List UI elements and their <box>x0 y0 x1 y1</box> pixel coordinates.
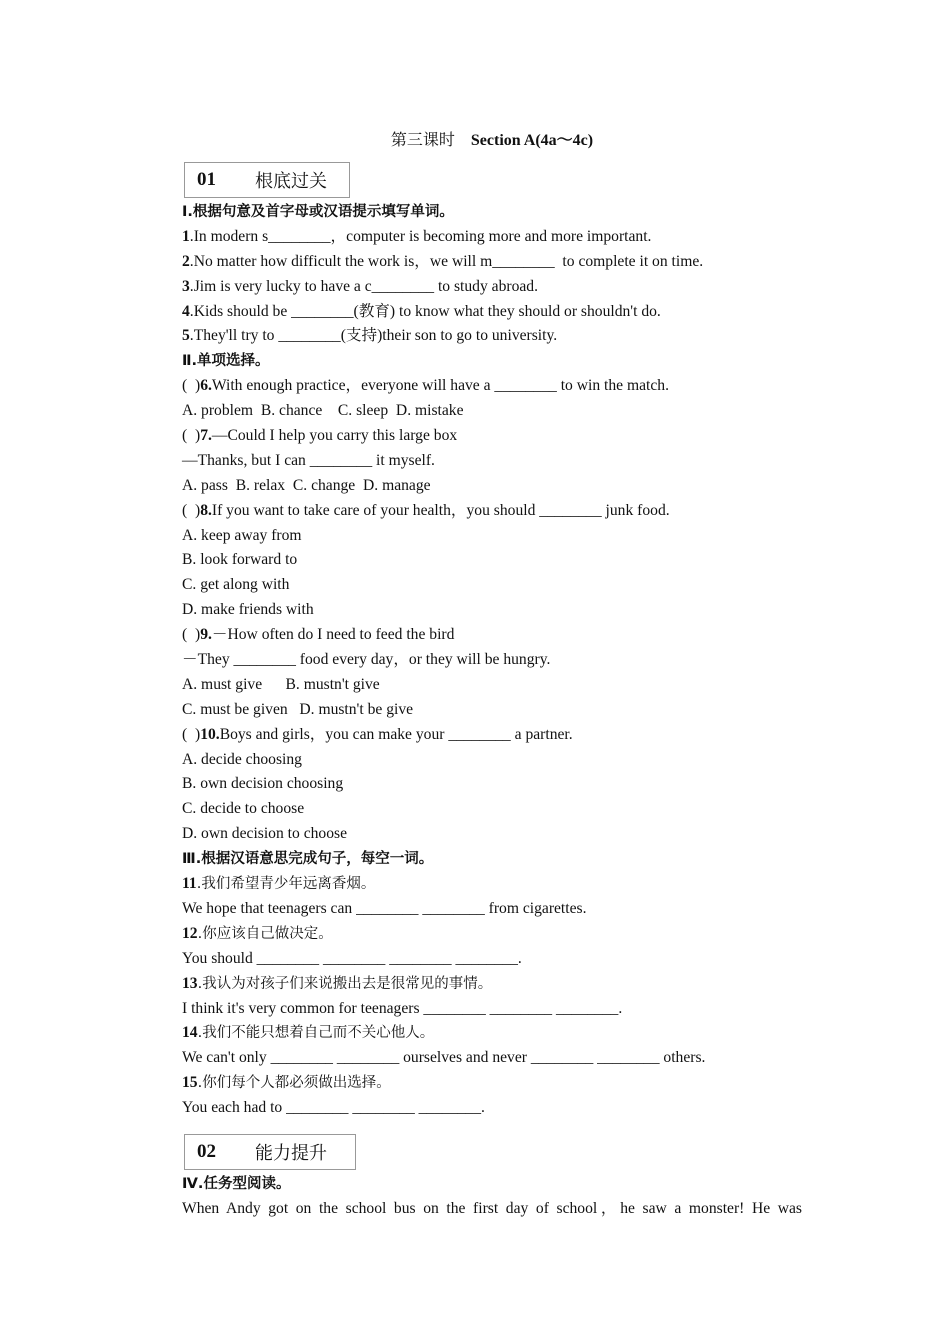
exercise-content <box>182 200 802 1121</box>
question-9-reply: －They ________ food every day，or they will be hungry. <box>182 651 551 669</box>
question-12: 12.你应该自己做决定。 <box>182 924 333 942</box>
section-heading-4: Ⅳ.任务型阅读。 <box>182 1176 291 1192</box>
question-8-option-c: C. get along with <box>182 576 290 594</box>
question-6: ( )6.With enough practice，everyone will have a ________ to win the match. <box>182 377 669 395</box>
question-8-option-a: A. keep away from <box>182 526 302 544</box>
question-10-option-b: B. own decision choosing <box>182 775 344 793</box>
question-15: 15.你们每个人都必须做出选择。 <box>182 1074 391 1092</box>
question-3: 3.Jim is very lucky to have a c________ to study abroad. <box>182 277 538 295</box>
reading-content <box>182 1172 802 1222</box>
question-5: 5.They'll try to ________(支持)their son to go to university. <box>182 327 558 345</box>
reading-paragraph: When Andy got on the school bus on the first day of school，he saw a monster! He was <box>182 1199 802 1217</box>
lesson-label: 第三课时 <box>390 132 455 149</box>
question-4: 4.Kids should be ________(教育) to know what they should or shouldn't do. <box>182 302 661 320</box>
question-11-english: We hope that teenagers can ________ ________ from cigarettes. <box>182 899 587 917</box>
question-1: 1.In modern s________，computer is becoming more and more important. <box>182 227 652 245</box>
question-14: 14.我们不能只想着自己而不关心他人。 <box>182 1024 435 1042</box>
section-heading-3: Ⅲ.根据汉语意思完成句子，每空一词。 <box>182 851 434 868</box>
part-number: 02 <box>197 1141 216 1162</box>
question-10-option-a: A. decide choosing <box>182 750 302 768</box>
question-8-option-b: B. look forward to <box>182 551 298 569</box>
question-15-english: You each had to ________ ________ ________. <box>182 1099 485 1117</box>
question-9-options-ab: A. must give B. mustn't give <box>182 675 380 693</box>
question-10-option-d: D. own decision to choose <box>182 825 348 843</box>
part-number: 01 <box>197 169 216 190</box>
question-7-reply: —Thanks, but I can ________ it myself. <box>182 451 435 469</box>
question-11: 11.我们希望青少年远离香烟。 <box>182 875 376 893</box>
question-8-option-d: D. make friends with <box>182 601 314 619</box>
question-8: ( )8.If you want to take care of your health，you should ________ junk food. <box>182 501 670 519</box>
question-7: ( )7.—Could I help you carry this large box <box>182 427 458 445</box>
question-14-english: We can't only ________ ________ ourselves and never ________ ________ others. <box>182 1049 706 1067</box>
question-13: 13.我认为对孩子们来说搬出去是很常见的事情。 <box>182 974 493 992</box>
section-label: Section A(4a～4c) <box>470 132 594 149</box>
part-label: 能力提升 <box>255 1143 327 1164</box>
question-9-options-cd: C. must be given D. mustn't be give <box>182 700 414 718</box>
question-10-option-c: C. decide to choose <box>182 800 305 818</box>
question-13-english: I think it's very common for teenagers ________ ________ ________. <box>182 999 623 1017</box>
question-2: 2.No matter how difficult the work is，we will m________ to complete it on time. <box>182 252 704 270</box>
question-6-options: A. problem B. chance C. sleep D. mistake <box>182 402 464 420</box>
part-label: 根底过关 <box>255 171 327 192</box>
question-9: ( )9.－How often do I need to feed the bird <box>182 626 455 644</box>
question-12-english: You should ________ ________ ________ ________. <box>182 949 522 967</box>
section-heading-1: Ⅰ.根据句意及首字母或汉语提示填写单词。 <box>182 204 454 220</box>
section-heading-2: Ⅱ.单项选择。 <box>182 353 270 370</box>
question-10: ( )10.Boys and girls，you can make your ________ a partner. <box>182 725 573 743</box>
part-header-01 <box>184 162 350 198</box>
question-7-options: A. pass B. relax C. change D. manage <box>182 476 431 494</box>
part-header-02 <box>184 1134 356 1170</box>
page-title <box>0 127 950 150</box>
